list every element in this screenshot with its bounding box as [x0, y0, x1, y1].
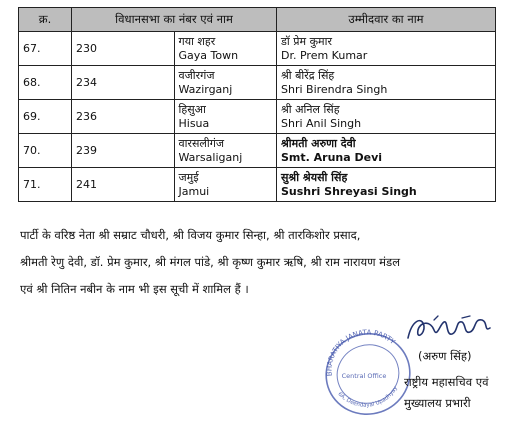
candidate-name-english: Shri Birendra Singh: [281, 83, 388, 96]
table-header-row: [19, 8, 496, 32]
table-row: [19, 134, 496, 168]
constituency-name-hindi: जमुई: [178, 171, 199, 184]
handwritten-signature: [404, 312, 494, 352]
designation-line: राष्ट्रीय महासचिव एवं: [404, 375, 489, 389]
row-candidate: [277, 32, 496, 66]
signatory-designation: [404, 372, 489, 414]
table-row: [19, 32, 496, 66]
constituency-name-english: Hisua: [178, 117, 210, 130]
row-constituency-code: 234: [72, 66, 175, 100]
row-constituency-code: 236: [72, 100, 175, 134]
signatory-name: (अरुण सिंह): [418, 349, 472, 363]
stamp-bottom-text: 6A, Deendayal Upadhyay: [336, 385, 399, 409]
candidate-name-english: Sushri Shreyasi Singh: [281, 185, 417, 198]
stamp-center-text: Central Office: [341, 372, 387, 380]
candidate-name-hindi: श्री अनिल सिंह: [281, 103, 340, 116]
header-constituency: विधानसभा का नंबर एवं नाम: [72, 8, 277, 32]
constituency-name-english: Gaya Town: [178, 49, 239, 62]
paragraph-line: पार्टी के वरिष्ठ नेता श्री सम्राट चौधरी, श्री विजय कुमार सिन्हा, श्री तारकिशोर प्रसाद,: [20, 228, 361, 242]
constituency-name-hindi: हिसुआ: [178, 103, 206, 116]
candidate-name-english: Smt. Aruna Devi: [281, 151, 383, 164]
table-row: [19, 100, 496, 134]
candidate-name-hindi: सुश्री श्रेयसी सिंह: [281, 171, 348, 184]
constituency-name-english: Wazirganj: [178, 83, 233, 96]
candidate-name-hindi: डॉ प्रेम कुमार: [281, 35, 332, 48]
signature-ink: [404, 312, 494, 348]
stamp-top-text: BHARATIYA JANATA PARTY: [325, 328, 397, 377]
constituency-name-hindi: वजीरगंज: [178, 69, 215, 82]
constituency-name-english: Warsaliganj: [178, 151, 243, 164]
constituency-name-hindi: वारसलीगंज: [178, 137, 225, 150]
row-constituency-code: 230: [72, 32, 175, 66]
row-serial: 70.: [19, 134, 72, 168]
row-constituency-name: [174, 66, 277, 100]
candidate-table: [18, 7, 496, 202]
row-constituency-name: [174, 168, 277, 202]
row-serial: 69.: [19, 100, 72, 134]
candidate-name-english: Dr. Prem Kumar: [281, 49, 368, 62]
designation-line: मुख्यालय प्रभारी: [404, 396, 471, 410]
row-constituency-name: [174, 32, 277, 66]
header-candidate: उम्मीदवार का नाम: [277, 8, 496, 32]
candidate-name-hindi: श्री बीरेंद्र सिंह: [281, 69, 335, 82]
row-candidate: [277, 134, 496, 168]
constituency-name-english: Jamui: [178, 185, 210, 198]
stamp-seal: [318, 320, 414, 420]
row-serial: 68.: [19, 66, 72, 100]
row-candidate: [277, 168, 496, 202]
svg-text:BHARATIYA JANATA PARTY: [326, 328, 398, 376]
candidate-name-hindi: श्रीमती अरुणा देवी: [281, 137, 356, 150]
row-constituency-name: [174, 100, 277, 134]
row-constituency-code: 239: [72, 134, 175, 168]
paragraph-line: श्रीमती रेणु देवी, डॉ. प्रेम कुमार, श्री मंगल पांडे, श्री कृष्ण कुमार ऋषि, श्री राम नारायण मंडल: [20, 255, 400, 269]
candidate-name-english: Shri Anil Singh: [281, 117, 362, 130]
row-serial: 71.: [19, 168, 72, 202]
row-constituency-code: 241: [72, 168, 175, 202]
paragraph-line: एवं श्री नितिन नबीन के नाम भी इस सूची में शामिल हैं ।: [20, 282, 249, 296]
row-serial: 67.: [19, 32, 72, 66]
constituency-name-hindi: गया शहर: [178, 35, 216, 48]
row-constituency-name: [174, 134, 277, 168]
header-serial: क्र.: [19, 8, 72, 32]
row-candidate: [277, 66, 496, 100]
row-candidate: [277, 100, 496, 134]
table-row: [19, 66, 496, 100]
senior-leaders-paragraph: [20, 222, 490, 303]
party-office-stamp: [318, 320, 414, 424]
table-row: [19, 168, 496, 202]
